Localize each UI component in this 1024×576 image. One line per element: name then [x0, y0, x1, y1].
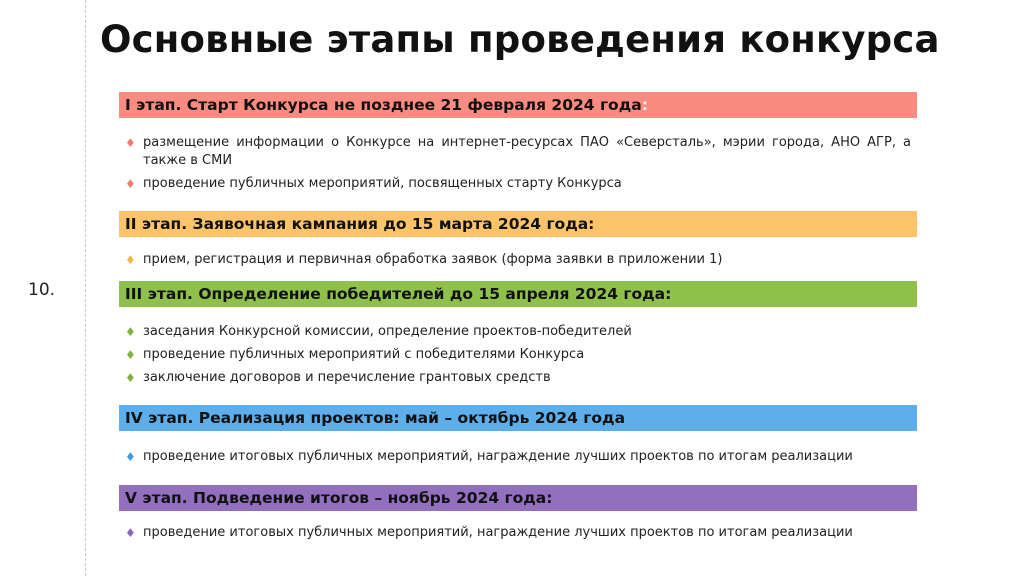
page-title: Основные этапы проведения конкурса: [100, 18, 940, 61]
list-item: [119, 346, 917, 364]
stage-1: [119, 92, 917, 198]
list-item-text: проведение итоговых публичных мероприятий, награждение лучших проектов по итогам реализации: [143, 449, 853, 464]
stage-5-heading: V этап. Подведение итогов – ноябрь 2024 года:: [125, 489, 553, 507]
diamond-bullet-icon: ♦: [125, 526, 136, 540]
diamond-bullet-icon: ♦: [125, 348, 136, 362]
diamond-bullet-icon: ♦: [125, 325, 136, 339]
list-item: [119, 524, 917, 542]
stage-5-header: [119, 485, 917, 511]
stage-3-heading: III этап. Определение победителей до 15 апреля 2024 года:: [125, 285, 672, 303]
list-item-text: проведение публичных мероприятий, посвященных старту Конкурса: [143, 176, 622, 191]
list-item-text: проведение итоговых публичных мероприятий, награждение лучших проектов по итогам реализации: [143, 525, 853, 540]
margin-guide-line: [85, 0, 86, 576]
stage-2-heading: II этап. Заявочная кампания до 15 марта 2024 года:: [125, 215, 595, 233]
diamond-bullet-icon: ♦: [125, 136, 136, 150]
list-item: [119, 323, 917, 341]
diamond-bullet-icon: ♦: [125, 253, 136, 267]
stage-2-header: [119, 211, 917, 237]
stage-4-heading: IV этап. Реализация проектов: май – октябрь 2024 года: [125, 409, 626, 427]
list-item: [119, 369, 917, 387]
list-item-text: прием, регистрация и первичная обработка заявок (форма заявки в приложении 1): [143, 252, 723, 267]
list-item: [119, 175, 917, 193]
stage-5: [119, 485, 917, 547]
slide-number: 10.: [28, 280, 56, 300]
list-item: [119, 448, 917, 466]
stage-2: [119, 211, 917, 274]
stage-1-header: [119, 92, 917, 118]
stage-4-header: [119, 405, 917, 431]
list-item: [119, 134, 917, 170]
list-item-text: заседания Конкурсной комиссии, определение проектов-победителей: [143, 324, 632, 339]
diamond-bullet-icon: ♦: [125, 177, 136, 191]
list-item-text: проведение публичных мероприятий с победителями Конкурса: [143, 347, 585, 362]
stage-4: [119, 405, 917, 471]
stage-3: [119, 281, 917, 392]
stage-3-header: [119, 281, 917, 307]
stage-1-heading: I этап. Старт Конкурса не позднее 21 февраля 2024 года: [125, 96, 642, 114]
list-item-text: заключение договоров и перечисление грантовых средств: [143, 370, 551, 385]
diamond-bullet-icon: ♦: [125, 450, 136, 464]
list-item: [119, 251, 917, 269]
diamond-bullet-icon: ♦: [125, 371, 136, 385]
stage-1-heading-tail: :: [641, 96, 648, 114]
list-item-text: размещение информации о Конкурсе на интернет-ресурсах ПАО «Северсталь», мэрии города, АНО АГР, а также в СМИ: [143, 135, 911, 168]
